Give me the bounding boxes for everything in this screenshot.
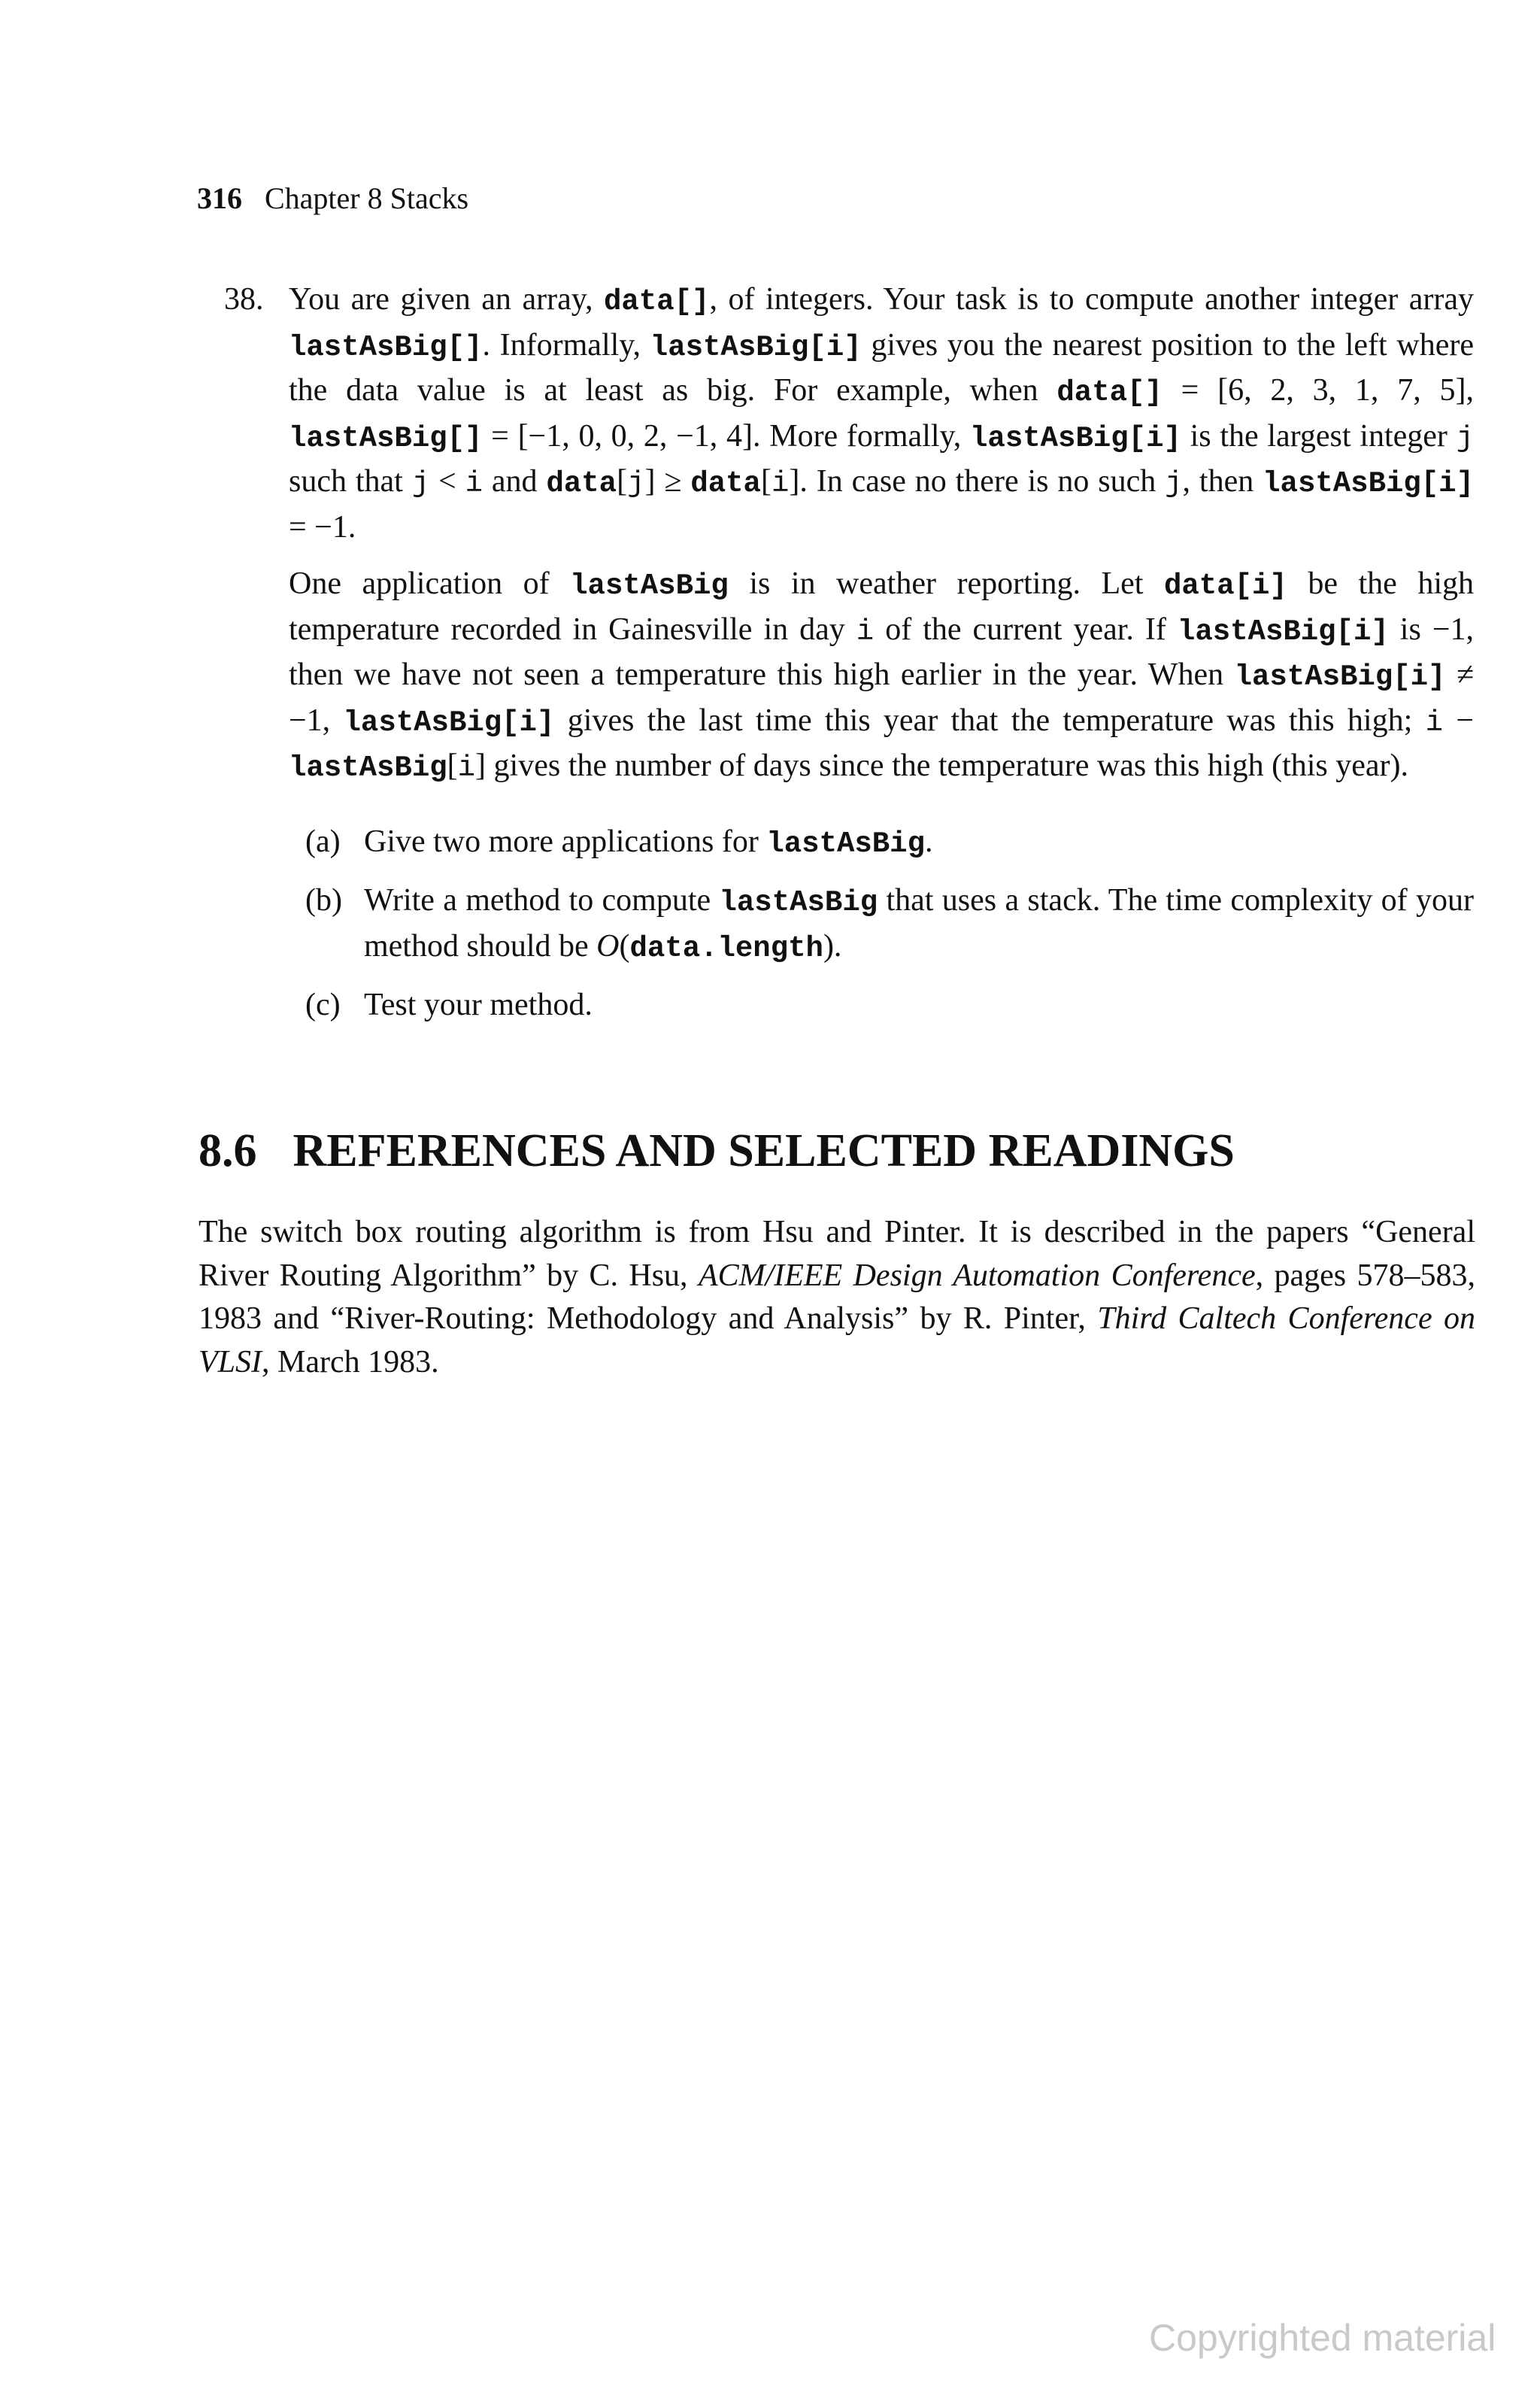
exercise-parts bbox=[289, 821, 1474, 1027]
exercise-paragraph-1: You are given an array, data[], of integers. Your task is to compute another integer array lastAsBig[]. Informally, lastAsBig[i] gives you the nearest position to the left where the data value is at least as big. For example, when data[] = [6, 2, 3, 1, 7, 5], lastAsBig[] = [−1, 0, 0, 2, −1, 4]. More formally, lastAsBig[i] is the largest integer j such that j < i and data[j] ≥ data[i]. In case no there is no such j, then lastAsBig[i] = −1. bbox=[289, 282, 1475, 545]
part-label: (b) bbox=[305, 883, 342, 918]
exercise-body bbox=[289, 278, 1474, 1027]
part-label: (a) bbox=[305, 824, 341, 859]
section-number: 8.6 bbox=[199, 1125, 257, 1176]
copyright-watermark: Copyrighted material bbox=[1149, 2317, 1496, 2359]
running-head bbox=[197, 179, 468, 218]
chapter-title: Chapter 8 Stacks bbox=[265, 181, 469, 215]
section-heading bbox=[199, 1121, 1477, 1181]
exercise-paragraph-2: One application of lastAsBig is in weather reporting. Let data[i] be the high temperature recorded in Gainesville in day i of the current year. If lastAsBig[i] is −1, then we have not seen a temperature this high earlier in the year. When lastAsBig[i] ≠ −1, lastAsBig[i] gives the last time this year that the temperature was this high; i − lastAsBig[i] gives the number of days since the temperature was this high (this year). bbox=[289, 566, 1475, 785]
part-a: (a) Give two more applications for lastAsBig. bbox=[289, 821, 1474, 867]
references-paragraph: The switch box routing algorithm is from Hsu and Pinter. It is described in the papers “General River Routing Algorithm” by C. Hsu, ACM/IEEE Design Automation Conference, pages 578–583, 1983 and “River-Routing: Methodology and Analysis” by R. Pinter, Third Caltech Conference on VLSI, March 1983. bbox=[199, 1215, 1475, 1380]
part-label: (c) bbox=[305, 988, 341, 1022]
part-c: (c) Test your method. bbox=[289, 984, 1474, 1027]
page-number: 316 bbox=[197, 181, 242, 215]
exercise-number: 38. bbox=[224, 282, 264, 317]
section-title: REFERENCES AND SELECTED READINGS bbox=[293, 1125, 1235, 1176]
part-b: (b) Write a method to compute lastAsBig that uses a stack. The time complexity of your method should be O(data.length). bbox=[289, 879, 1474, 970]
exercise-38 bbox=[224, 278, 1474, 1041]
